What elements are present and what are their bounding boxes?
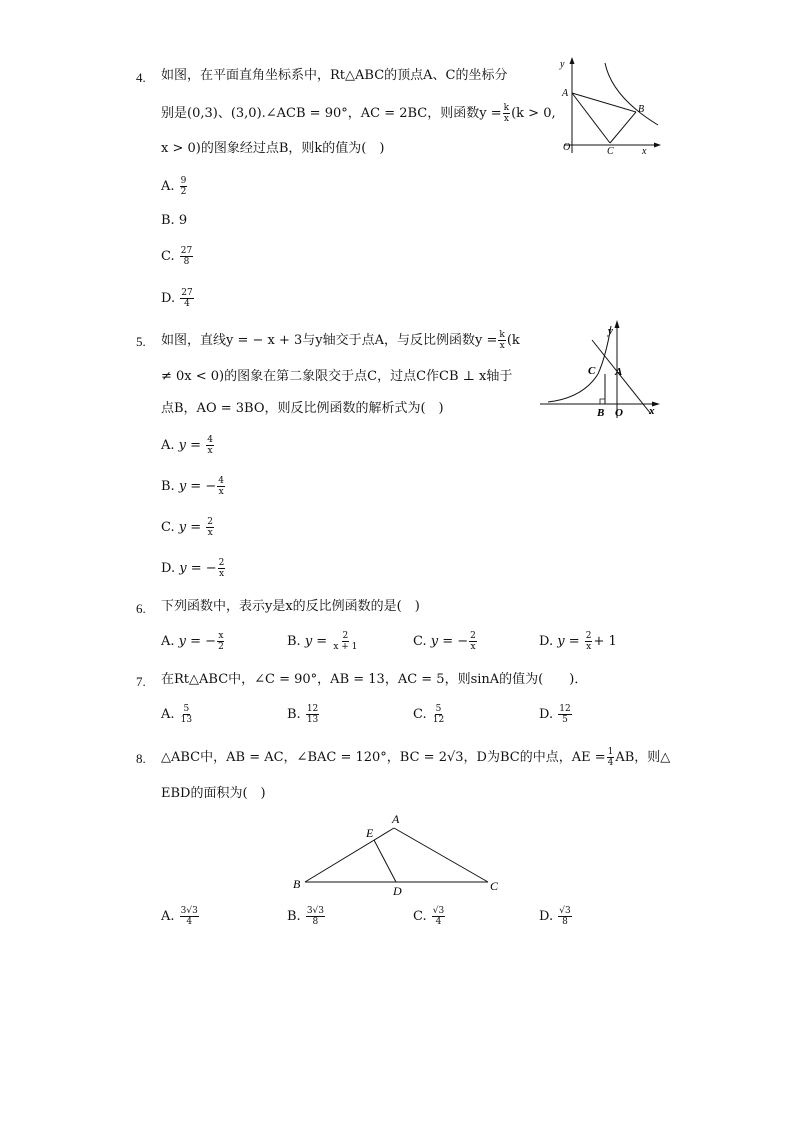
question-stem-line: 如图，直线y = − x + 3与y轴交于点A，与反比例函数y = $\frac{k}{x}$ (k: [161, 330, 520, 351]
question-stem-line: EBD的面积为( ): [161, 786, 266, 801]
segment-ed: [374, 840, 396, 882]
hyperbola-curve: [548, 326, 611, 402]
question-stem-line: 点B，AO = 3BO，则反比例函数的解析式为( ): [161, 401, 444, 416]
label-x: x: [649, 405, 655, 417]
segment-ab: [305, 828, 394, 882]
question-stem-line: ≠ 0x < 0)的图象在第二象限交于点C，过点C作CB ⊥ x轴于: [161, 369, 513, 384]
q5-coordinate-figure: [538, 318, 664, 422]
label-y: y: [560, 59, 565, 70]
label-e: E: [366, 826, 374, 840]
q4-coordinate-figure: [550, 55, 665, 160]
question-stem-line: 下列函数中，表示y是x的反比例函数的是( ): [161, 599, 420, 614]
label-o: O: [615, 407, 623, 419]
label-a: A: [615, 366, 623, 378]
question-number: 6.: [136, 601, 146, 616]
question-number: 4.: [136, 70, 146, 85]
label-a: A: [562, 88, 569, 99]
label-b: B: [638, 104, 645, 115]
option-a[interactable]: A. $\frac{3√3}{4}$: [161, 906, 198, 927]
right-angle-mark: [600, 399, 605, 404]
label-b: B: [293, 877, 301, 891]
label-o: O: [563, 142, 571, 153]
option-a[interactable]: A. y = $\frac{4}{x}$: [161, 435, 213, 456]
label-x: x: [642, 146, 647, 157]
option-b[interactable]: B. $\frac{12}{13}$: [287, 704, 319, 725]
label-c: C: [490, 879, 499, 893]
label-y: y: [608, 325, 613, 337]
question-stem-line: x > 0)的图象经过点B，则k的值为( ): [161, 141, 385, 156]
option-a[interactable]: A. $\frac{9}{2}$: [161, 176, 187, 197]
question-stem-line: 如图，在平面直角坐标系中，Rt△ABC的顶点A、C的坐标分: [161, 68, 508, 83]
segment-ab: [572, 93, 636, 112]
x-axis-arrow: [654, 143, 661, 148]
option-c[interactable]: C. $\frac{√3}{4}$: [413, 906, 445, 927]
option-c[interactable]: C. $\frac{27}{8}$: [161, 246, 193, 267]
label-b: B: [597, 407, 605, 419]
option-b[interactable]: B. $\frac{3√3}{8}$: [287, 906, 325, 927]
option-c[interactable]: C. $\frac{5}{12}$: [413, 704, 445, 725]
option-c[interactable]: C. y = − $\frac{2}{x}$: [413, 631, 476, 652]
option-d[interactable]: D. y = $\frac{2}{x}$ + 1: [539, 631, 617, 652]
option-d[interactable]: D. $\frac{12}{5}$: [539, 704, 571, 725]
segment-ac: [572, 93, 610, 143]
option-d[interactable]: D. $\frac{√3}{8}$: [539, 906, 571, 927]
label-c: C: [607, 146, 614, 157]
question-number: 7.: [136, 674, 146, 689]
option-a[interactable]: A. $\frac{5}{13}$: [161, 704, 193, 725]
hyperbola-curve: [605, 63, 658, 125]
label-d: D: [393, 884, 402, 898]
y-axis-arrow: [570, 57, 575, 64]
option-b[interactable]: B. y = − $\frac{4}{x}$: [161, 476, 224, 497]
label-c: C: [588, 365, 596, 377]
question-stem-line: △ABC中，AB = AC，∠BAC = 120°，BC = 2√3，D为BC的中点，AE = $\frac{1}{4}$ AB，则△: [161, 747, 671, 768]
label-a: A: [392, 812, 400, 826]
segment-ac: [394, 828, 488, 882]
option-d[interactable]: D. y = − $\frac{2}{x}$: [161, 558, 225, 579]
segment-cb: [610, 112, 636, 143]
option-b[interactable]: B. 9: [161, 213, 188, 228]
y-axis-arrow: [615, 320, 620, 328]
question-number: 5.: [136, 334, 146, 349]
q8-triangle-figure: [288, 808, 506, 898]
question-stem-line: 别是(0,3)、(3,0).∠ACB = 90°，AC = 2BC，则函数y = $\frac{k}{x}$ (k > 0,: [161, 103, 556, 124]
option-c[interactable]: C. y = $\frac{2}{x}$: [161, 517, 214, 538]
question-stem-line: 在Rt△ABC中，∠C = 90°，AB = 13，AC = 5，则sinA的值为( )．: [161, 672, 588, 687]
question-number: 8.: [136, 751, 146, 766]
option-d[interactable]: D. $\frac{27}{4}$: [161, 288, 193, 309]
option-b[interactable]: B. y = $\frac{2}{x + 1}$: [287, 631, 358, 652]
option-a[interactable]: A. y = − $\frac{x}{2}$: [161, 631, 224, 652]
